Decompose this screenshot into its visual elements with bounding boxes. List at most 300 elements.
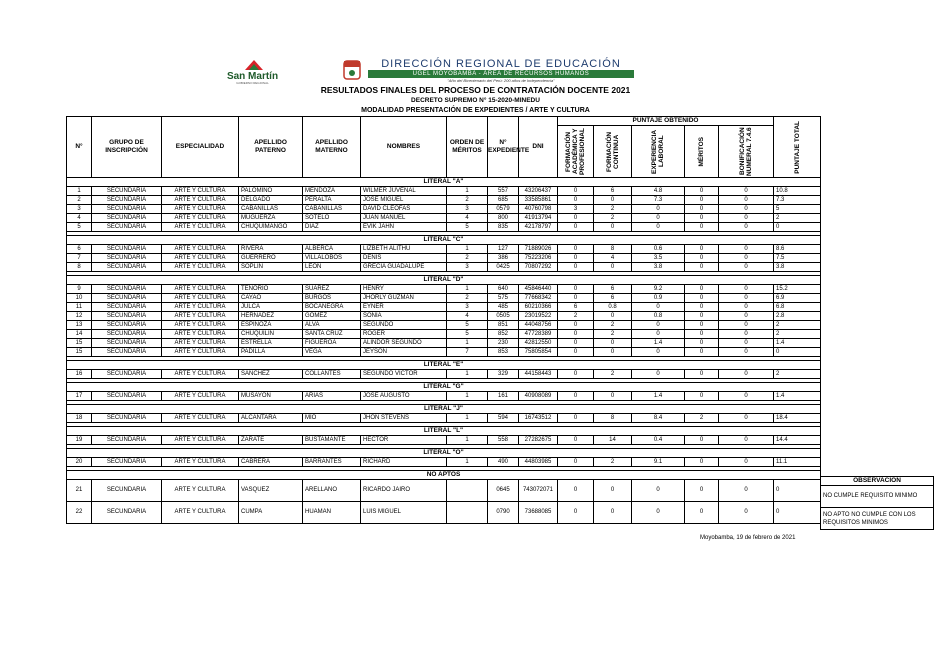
table-cell: ESTRELLA bbox=[239, 339, 303, 348]
table-cell: ARTE Y CULTURA bbox=[162, 321, 239, 330]
table-cell: 1.4 bbox=[632, 392, 685, 401]
col-header-materno: APELLIDO MATERNO bbox=[303, 117, 361, 178]
table-cell: DENIS bbox=[361, 254, 447, 263]
table-cell: 3.8 bbox=[774, 263, 821, 272]
col-header-formacion-acad: FORMACIÓN ACADÉMICA Y PROFESIONAL bbox=[565, 128, 586, 175]
table-cell: 1 bbox=[447, 245, 488, 254]
table-cell: ARTE Y CULTURA bbox=[162, 392, 239, 401]
table-cell: 6 bbox=[558, 303, 594, 312]
no-apto-row bbox=[67, 480, 821, 502]
table-cell: BUSTAMANTE bbox=[303, 436, 361, 445]
table-cell: 14 bbox=[594, 436, 632, 445]
table-cell: 3 bbox=[447, 205, 488, 214]
table-cell: 0 bbox=[685, 205, 719, 214]
table-cell: ARTE Y CULTURA bbox=[162, 330, 239, 339]
table-cell: 0 bbox=[558, 414, 594, 423]
table-cell: 0 bbox=[632, 370, 685, 379]
table-cell: MIO bbox=[303, 414, 361, 423]
table-cell: 3 bbox=[67, 205, 92, 214]
no-aptos-header-row bbox=[67, 471, 821, 480]
table-cell: 1 bbox=[447, 392, 488, 401]
col-header-formacion-acad-cell bbox=[558, 126, 594, 178]
table-cell: ALBERCA bbox=[303, 245, 361, 254]
table-cell: 0 bbox=[719, 312, 774, 321]
table-cell: 0 bbox=[719, 205, 774, 214]
table-cell: DAVID CLEOFAS bbox=[361, 205, 447, 214]
table-cell: 0 bbox=[558, 214, 594, 223]
table-row bbox=[67, 339, 821, 348]
table-cell: SECUNDARIA bbox=[92, 370, 162, 379]
table-cell: 44048756 bbox=[519, 321, 558, 330]
table-cell: SOTELO bbox=[303, 214, 361, 223]
table-cell: ARTE Y CULTURA bbox=[162, 214, 239, 223]
col-header-orden: ORDEN DE MÉRITOS bbox=[447, 117, 488, 178]
table-cell: 42178797 bbox=[519, 223, 558, 232]
group-label: LITERAL "A" bbox=[67, 178, 821, 187]
table-cell: CABRERA bbox=[239, 458, 303, 467]
col-header-especialidad: ESPECIALIDAD bbox=[162, 117, 239, 178]
table-cell: CAYAO bbox=[239, 294, 303, 303]
table-cell: ZARATE bbox=[239, 436, 303, 445]
table-cell: TENORIO bbox=[239, 285, 303, 294]
table-cell: 0 bbox=[719, 370, 774, 379]
table-cell: 0.8 bbox=[594, 303, 632, 312]
table-cell: SECUNDARIA bbox=[92, 480, 162, 502]
table-cell: ARTE Y CULTURA bbox=[162, 436, 239, 445]
table-cell: SECUNDARIA bbox=[92, 330, 162, 339]
table-cell: 386 bbox=[488, 254, 519, 263]
table-cell: 0505 bbox=[488, 312, 519, 321]
table-cell: 6 bbox=[594, 285, 632, 294]
table-cell: 12 bbox=[67, 312, 92, 321]
table-cell: 835 bbox=[488, 223, 519, 232]
san-martin-logo bbox=[205, 58, 300, 86]
table-cell: VILLALOBOS bbox=[303, 254, 361, 263]
group-label: LITERAL "J" bbox=[67, 405, 821, 414]
table-cell: RICHARD bbox=[361, 458, 447, 467]
table-cell: 1 bbox=[447, 458, 488, 467]
table-cell: 743072071 bbox=[519, 480, 558, 502]
table-cell: 0 bbox=[685, 294, 719, 303]
table-cell: 6.9 bbox=[774, 294, 821, 303]
col-header-formacion-cont-cell bbox=[594, 126, 632, 178]
table-cell: LEON bbox=[303, 263, 361, 272]
table-cell: CUMPA bbox=[239, 502, 303, 524]
table-cell: 0 bbox=[685, 502, 719, 524]
table-cell: SECUNDARIA bbox=[92, 285, 162, 294]
table-cell: HUAMAN bbox=[303, 502, 361, 524]
table-cell: 22 bbox=[67, 502, 92, 524]
table-cell: 9 bbox=[67, 285, 92, 294]
table-cell: 0645 bbox=[488, 480, 519, 502]
table-cell: SEGUNDO bbox=[361, 321, 447, 330]
table-cell: 77668342 bbox=[519, 294, 558, 303]
decree-line: DECRETO SUPREMO N° 15-2020-MINEDU bbox=[411, 97, 540, 104]
table-cell: 1.4 bbox=[632, 339, 685, 348]
table-cell: VEGA bbox=[303, 348, 361, 357]
table-cell: 0.6 bbox=[632, 245, 685, 254]
table-cell: 0 bbox=[685, 312, 719, 321]
table-cell: 853 bbox=[488, 348, 519, 357]
table-row bbox=[67, 312, 821, 321]
table-cell: 42812550 bbox=[519, 339, 558, 348]
table-cell: ARTE Y CULTURA bbox=[162, 285, 239, 294]
table-cell: ARTE Y CULTURA bbox=[162, 254, 239, 263]
table-cell: 4 bbox=[447, 312, 488, 321]
table-cell: 685 bbox=[488, 196, 519, 205]
table-cell: 0 bbox=[594, 348, 632, 357]
table-cell: 0 bbox=[719, 294, 774, 303]
table-cell: ROGER bbox=[361, 330, 447, 339]
table-cell: 0 bbox=[594, 502, 632, 524]
table-cell: FIGUEROA bbox=[303, 339, 361, 348]
table-cell: LIZBETH ALITHU bbox=[361, 245, 447, 254]
table-cell: JULCA bbox=[239, 303, 303, 312]
table-cell: 6 bbox=[67, 245, 92, 254]
table-cell: HENRY bbox=[361, 285, 447, 294]
table-cell: 0 bbox=[719, 414, 774, 423]
table-cell: 0 bbox=[774, 502, 821, 524]
table-cell: 557 bbox=[488, 187, 519, 196]
table-cell: 60210366 bbox=[519, 303, 558, 312]
observation-table bbox=[820, 476, 934, 530]
table-row bbox=[67, 214, 821, 223]
col-header-grupo: GRUPO DE INSCRIPCIÓN bbox=[92, 117, 162, 178]
table-cell: 7 bbox=[67, 254, 92, 263]
san-martin-logo-sub: GOBIERNO REGIONAL bbox=[236, 81, 269, 85]
group-label: LITERAL "L" bbox=[67, 427, 821, 436]
table-cell: 70807292 bbox=[519, 263, 558, 272]
table-cell: 0 bbox=[632, 214, 685, 223]
table-cell: 4 bbox=[67, 214, 92, 223]
table-cell: COLLANTES bbox=[303, 370, 361, 379]
table-cell: 21 bbox=[67, 480, 92, 502]
table-cell: 640 bbox=[488, 285, 519, 294]
table-cell: 558 bbox=[488, 436, 519, 445]
col-header-nombres: NOMBRES bbox=[361, 117, 447, 178]
table-cell: 2 bbox=[774, 214, 821, 223]
table-cell: 851 bbox=[488, 321, 519, 330]
modality-line: MODALIDAD PRESENTACIÓN DE EXPEDIENTES / ARTE Y CULTURA bbox=[361, 107, 590, 114]
observation-header: OBSERVACIÓN bbox=[821, 477, 934, 486]
table-cell: 2 bbox=[774, 321, 821, 330]
table-cell: 16743512 bbox=[519, 414, 558, 423]
col-header-experiencia-cell bbox=[632, 126, 685, 178]
table-cell: 0 bbox=[719, 245, 774, 254]
table-cell: 161 bbox=[488, 392, 519, 401]
table-cell: 0 bbox=[558, 187, 594, 196]
table-cell: 3.8 bbox=[632, 263, 685, 272]
table-cell: SECUNDARIA bbox=[92, 321, 162, 330]
col-header-puntaje-obtenido: PUNTAJE OBTENIDO bbox=[558, 117, 774, 126]
table-cell: ARTE Y CULTURA bbox=[162, 348, 239, 357]
table-cell: 0 bbox=[632, 348, 685, 357]
table-cell: 6 bbox=[594, 187, 632, 196]
table-cell: 0579 bbox=[488, 205, 519, 214]
table-cell: SECUNDARIA bbox=[92, 348, 162, 357]
table-cell: 5 bbox=[774, 205, 821, 214]
table-cell: ARIAS bbox=[303, 392, 361, 401]
table-cell: SECUNDARIA bbox=[92, 223, 162, 232]
table-cell: GOMEZ bbox=[303, 312, 361, 321]
table-cell: 0 bbox=[774, 348, 821, 357]
table-cell: JHORLY GUZMAN bbox=[361, 294, 447, 303]
table-cell: 0 bbox=[685, 223, 719, 232]
table-cell: ARTE Y CULTURA bbox=[162, 263, 239, 272]
table-cell: SECUNDARIA bbox=[92, 458, 162, 467]
table-cell: 47728389 bbox=[519, 330, 558, 339]
table-cell: 0 bbox=[558, 294, 594, 303]
table-cell: ARTE Y CULTURA bbox=[162, 502, 239, 524]
page-title: RESULTADOS FINALES DEL PROCESO DE CONTRATACIÓN DOCENTE 2021 bbox=[320, 85, 631, 95]
group-header-row bbox=[67, 361, 821, 370]
table-cell: 0425 bbox=[488, 263, 519, 272]
table-cell: 2 bbox=[67, 196, 92, 205]
table-cell: 329 bbox=[488, 370, 519, 379]
table-cell: 490 bbox=[488, 458, 519, 467]
table-row bbox=[67, 245, 821, 254]
table-cell: 43206437 bbox=[519, 187, 558, 196]
group-header-row bbox=[67, 449, 821, 458]
table-cell: 0 bbox=[558, 245, 594, 254]
table-cell: SECUNDARIA bbox=[92, 414, 162, 423]
table-cell: 0790 bbox=[488, 502, 519, 524]
table-cell: 0 bbox=[719, 285, 774, 294]
table-cell: 1 bbox=[447, 436, 488, 445]
table-cell: 5 bbox=[447, 330, 488, 339]
table-row bbox=[67, 392, 821, 401]
table-cell: 2 bbox=[774, 330, 821, 339]
table-cell: CHUQUILIN bbox=[239, 330, 303, 339]
table-cell: ARTE Y CULTURA bbox=[162, 370, 239, 379]
table-cell: 15 bbox=[67, 339, 92, 348]
table-cell: 2 bbox=[774, 370, 821, 379]
table-cell: ARTE Y CULTURA bbox=[162, 458, 239, 467]
table-cell: 8.6 bbox=[774, 245, 821, 254]
table-cell: 27282675 bbox=[519, 436, 558, 445]
table-cell: 575 bbox=[488, 294, 519, 303]
table-cell: 10 bbox=[67, 294, 92, 303]
table-cell: 11.1 bbox=[774, 458, 821, 467]
table-row bbox=[67, 458, 821, 467]
table-cell: 0 bbox=[632, 502, 685, 524]
table-cell: 2 bbox=[447, 294, 488, 303]
table-cell: SECUNDARIA bbox=[92, 312, 162, 321]
table-cell: 0 bbox=[719, 303, 774, 312]
table-cell: 3 bbox=[447, 303, 488, 312]
table-cell: 75223206 bbox=[519, 254, 558, 263]
table-cell: 7.5 bbox=[774, 254, 821, 263]
table-cell: SONIA bbox=[361, 312, 447, 321]
table-cell: 0 bbox=[685, 330, 719, 339]
table-cell: 0 bbox=[685, 303, 719, 312]
table-cell: 3 bbox=[558, 205, 594, 214]
table-row bbox=[67, 285, 821, 294]
table-cell: 2 bbox=[594, 214, 632, 223]
table-cell: 485 bbox=[488, 303, 519, 312]
table-cell: PALOMINO bbox=[239, 187, 303, 196]
table-cell: ARTE Y CULTURA bbox=[162, 245, 239, 254]
group-label: LITERAL "E" bbox=[67, 361, 821, 370]
table-cell: WILMER JUVENAL bbox=[361, 187, 447, 196]
table-cell: 20 bbox=[67, 458, 92, 467]
table-cell: SEGUNDO VICTOR bbox=[361, 370, 447, 379]
table-cell: SANCHEZ bbox=[239, 370, 303, 379]
table-row bbox=[67, 263, 821, 272]
table-cell: ARTE Y CULTURA bbox=[162, 339, 239, 348]
table-cell: 0 bbox=[558, 502, 594, 524]
group-label: LITERAL "D" bbox=[67, 276, 821, 285]
table-cell: 0 bbox=[685, 245, 719, 254]
table-cell: SECUNDARIA bbox=[92, 436, 162, 445]
col-header-n: N° bbox=[67, 117, 92, 178]
table-cell: 2 bbox=[594, 330, 632, 339]
table-cell: SECUNDARIA bbox=[92, 196, 162, 205]
table-cell: 33585861 bbox=[519, 196, 558, 205]
table-cell: 0 bbox=[685, 285, 719, 294]
table-cell: 0 bbox=[685, 187, 719, 196]
table-cell: BARRANTES bbox=[303, 458, 361, 467]
table-cell: 0 bbox=[594, 263, 632, 272]
table-cell: 0 bbox=[719, 330, 774, 339]
table-cell: 800 bbox=[488, 214, 519, 223]
table-cell: JHON STEVENS bbox=[361, 414, 447, 423]
table-cell: SECUNDARIA bbox=[92, 502, 162, 524]
table-cell: 0 bbox=[558, 254, 594, 263]
table-cell: 2 bbox=[594, 458, 632, 467]
table-cell: 8 bbox=[594, 245, 632, 254]
col-header-expediente: N° EXPEDIENTE bbox=[488, 117, 519, 178]
col-header-paterno: APELLIDO PATERNO bbox=[239, 117, 303, 178]
table-cell: 0 bbox=[558, 330, 594, 339]
table-cell: 0 bbox=[719, 392, 774, 401]
table-cell: 2 bbox=[594, 321, 632, 330]
table-cell: MUSAYON bbox=[239, 392, 303, 401]
footer-date: Moyobamba, 19 de febrero de 2021 bbox=[700, 535, 796, 541]
no-apto-row bbox=[67, 502, 821, 524]
table-cell: 0 bbox=[594, 196, 632, 205]
table-cell bbox=[447, 480, 488, 502]
table-cell: 0 bbox=[685, 254, 719, 263]
table-cell: 40908089 bbox=[519, 392, 558, 401]
table-cell: 0 bbox=[719, 436, 774, 445]
table-cell: 0.9 bbox=[632, 294, 685, 303]
table-cell: MUGUERZA bbox=[239, 214, 303, 223]
table-cell: 7 bbox=[447, 348, 488, 357]
table-cell: HECTOR bbox=[361, 436, 447, 445]
table-cell: CABANILLAS bbox=[239, 205, 303, 214]
table-cell: 0 bbox=[685, 214, 719, 223]
san-martin-emblem-icon bbox=[243, 58, 265, 72]
table-cell: 0 bbox=[558, 480, 594, 502]
table-cell: 0 bbox=[719, 339, 774, 348]
table-cell: 7.3 bbox=[632, 196, 685, 205]
table-cell: JUAN MANUEL bbox=[361, 214, 447, 223]
table-cell: ARTE Y CULTURA bbox=[162, 196, 239, 205]
table-cell: 3.5 bbox=[632, 254, 685, 263]
table-row bbox=[67, 303, 821, 312]
table-cell: JEYSON bbox=[361, 348, 447, 357]
table-cell: 9.2 bbox=[632, 285, 685, 294]
table-cell: 0 bbox=[558, 370, 594, 379]
table-cell: 16 bbox=[67, 370, 92, 379]
table-cell: 44158443 bbox=[519, 370, 558, 379]
table-row bbox=[67, 254, 821, 263]
table-cell: SOPLIN bbox=[239, 263, 303, 272]
table-cell: 0 bbox=[558, 321, 594, 330]
results-table bbox=[66, 116, 821, 524]
table-cell: 0 bbox=[558, 436, 594, 445]
table-row bbox=[67, 294, 821, 303]
table-cell: ARTE Y CULTURA bbox=[162, 205, 239, 214]
table-cell: 10.8 bbox=[774, 187, 821, 196]
table-cell: 44803985 bbox=[519, 458, 558, 467]
table-cell: SANTA CRUZ bbox=[303, 330, 361, 339]
table-cell: 75805854 bbox=[519, 348, 558, 357]
table-row bbox=[67, 414, 821, 423]
table-cell: 0 bbox=[632, 223, 685, 232]
table-cell: RIVERA bbox=[239, 245, 303, 254]
table-cell: 0 bbox=[719, 348, 774, 357]
table-cell: 19 bbox=[67, 436, 92, 445]
table-cell: 0 bbox=[558, 339, 594, 348]
table-cell: SECUNDARIA bbox=[92, 214, 162, 223]
table-cell: BOCANEGRA bbox=[303, 303, 361, 312]
table-cell: 0 bbox=[594, 339, 632, 348]
table-cell: 0 bbox=[594, 312, 632, 321]
group-label: LITERAL "C" bbox=[67, 236, 821, 245]
table-cell: JOSE AUGUSTO bbox=[361, 392, 447, 401]
table-cell: 1 bbox=[447, 370, 488, 379]
table-cell: GUERRERO bbox=[239, 254, 303, 263]
col-header-meritos-cell bbox=[685, 126, 719, 178]
table-cell: 14 bbox=[67, 330, 92, 339]
table-cell: 0 bbox=[774, 480, 821, 502]
table-cell: 17 bbox=[67, 392, 92, 401]
table-cell: 1 bbox=[447, 414, 488, 423]
table-cell: 0 bbox=[719, 214, 774, 223]
table-row bbox=[67, 436, 821, 445]
table-cell: 3 bbox=[447, 263, 488, 272]
table-cell: 0 bbox=[719, 254, 774, 263]
table-cell: 8 bbox=[67, 263, 92, 272]
group-header-row bbox=[67, 236, 821, 245]
table-cell: ALVA bbox=[303, 321, 361, 330]
table-cell: ARTE Y CULTURA bbox=[162, 312, 239, 321]
table-cell: EYNER bbox=[361, 303, 447, 312]
table-cell: 2.8 bbox=[774, 312, 821, 321]
table-cell: 0 bbox=[558, 458, 594, 467]
table-cell: 2 bbox=[594, 370, 632, 379]
table-row bbox=[67, 223, 821, 232]
table-cell: 0 bbox=[774, 223, 821, 232]
observation-cell: NO APTO NO CUMPLE CON LOS REQUISITOS MINIMOS bbox=[821, 508, 934, 530]
table-cell: SECUNDARIA bbox=[92, 205, 162, 214]
table-cell: 2 bbox=[447, 196, 488, 205]
col-header-bonificacion: BONIFICACIÓN NUMERAL 7.4.6 bbox=[739, 127, 753, 176]
table-row bbox=[67, 321, 821, 330]
table-cell: SECUNDARIA bbox=[92, 303, 162, 312]
col-header-total-cell bbox=[774, 117, 821, 178]
table-cell: ARTE Y CULTURA bbox=[162, 480, 239, 502]
table-cell: 0 bbox=[685, 196, 719, 205]
group-label: LITERAL "G" bbox=[67, 383, 821, 392]
group-header-row bbox=[67, 276, 821, 285]
table-cell: 0 bbox=[685, 480, 719, 502]
table-cell: MENDOZA bbox=[303, 187, 361, 196]
table-cell: 0 bbox=[558, 285, 594, 294]
table-row bbox=[67, 330, 821, 339]
